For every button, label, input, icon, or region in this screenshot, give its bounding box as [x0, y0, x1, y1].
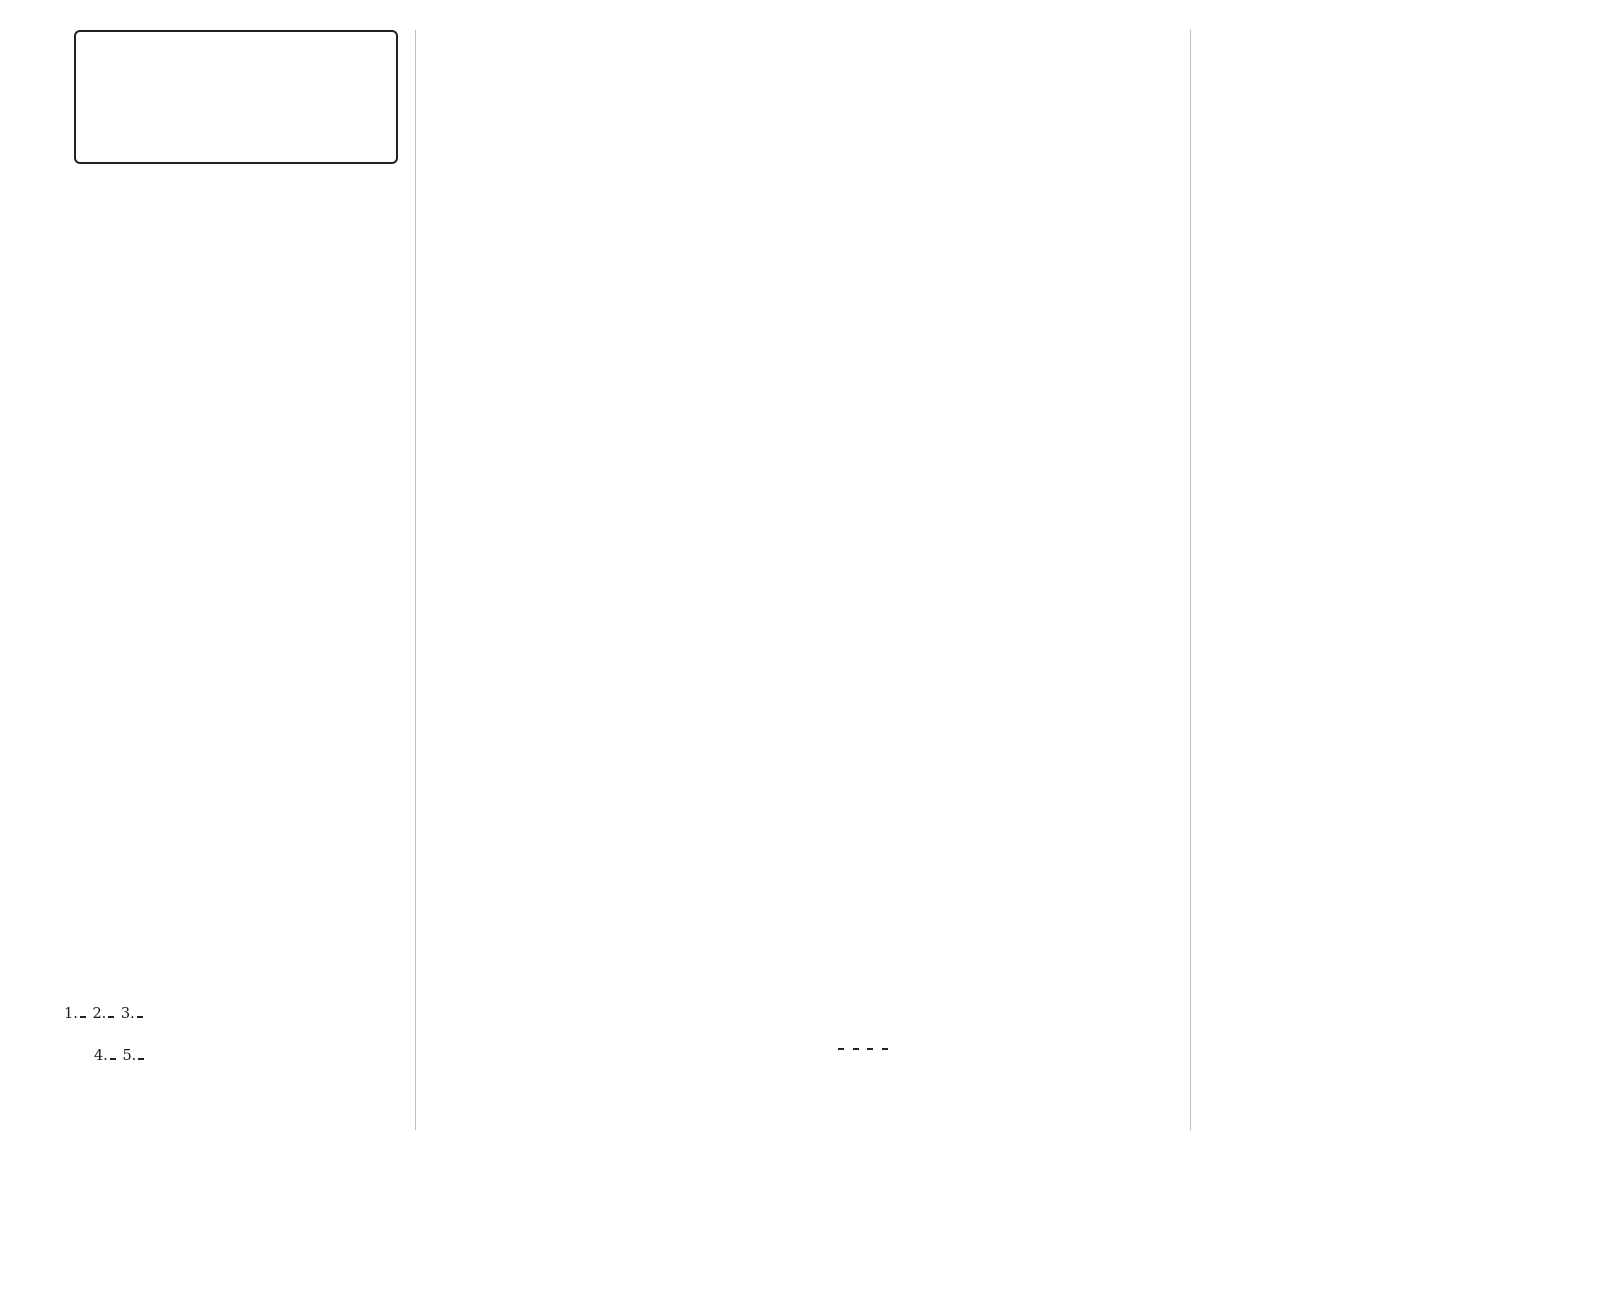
answer-word	[137, 1016, 143, 1018]
answer-word	[108, 1016, 114, 1018]
answer-word	[853, 1048, 859, 1050]
answer-word	[138, 1058, 144, 1060]
column-4-lower	[1210, 0, 1550, 1150]
column-3	[836, 0, 1176, 1150]
column-2	[436, 0, 776, 1150]
column-separator	[415, 30, 416, 1130]
answer-word	[882, 1048, 888, 1050]
column-separator	[1190, 30, 1191, 1130]
answer-word	[80, 1016, 86, 1018]
answer-word	[838, 1048, 844, 1050]
answer-word	[110, 1058, 116, 1060]
column-1	[64, 0, 404, 1150]
col3-tail	[836, 1030, 890, 1062]
answer-word	[867, 1048, 873, 1050]
col1-handwriting: 1. 2. 3. 4. 5.	[64, 1006, 146, 1064]
